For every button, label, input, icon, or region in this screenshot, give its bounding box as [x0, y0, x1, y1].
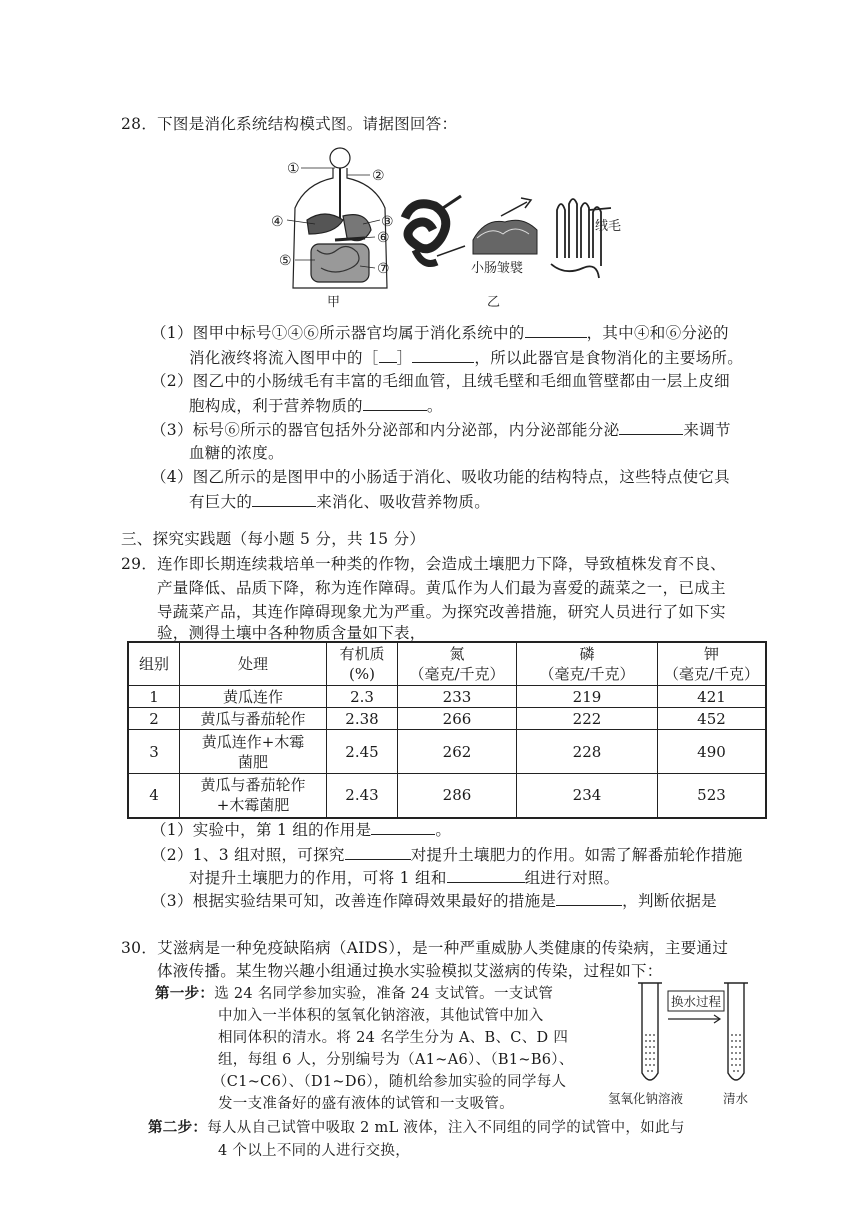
q29-sub1-text-a: （1）实验中，第 1 组的作用是	[151, 821, 372, 839]
q28-sub2-line1: （2）图乙中的小肠绒毛有丰富的毛细血管，且绒毛壁和毛细血管壁都由一层上皮细	[151, 372, 730, 390]
header-potassium-unit: （毫克/千克）	[663, 665, 760, 683]
q28-sub1-line1	[151, 321, 729, 344]
q28-sub1-text-e: ，所以此器官是食物消化的主要场所。	[474, 349, 744, 367]
answer-blank-2[interactable]	[412, 346, 474, 363]
cell-group: 1	[128, 686, 180, 708]
q28-sub1-text-b: ，其中④和⑥分泌的	[586, 324, 729, 342]
q29-sub1	[151, 818, 451, 841]
cell-nitrogen: 286	[398, 774, 517, 818]
cell-treatment	[180, 730, 327, 774]
table-row	[128, 730, 766, 774]
soil-data-table	[127, 641, 767, 819]
header-treatment: 处理	[180, 642, 327, 686]
q29-line2: 产量降低、品质下降，称为连作障碍。黄瓜作为人们最为喜爱的蔬菜之一，已成主	[157, 579, 726, 597]
header-potassium-name: 钾	[703, 645, 719, 663]
q30-step2-line1	[148, 1117, 685, 1139]
naoh-liquid-dots	[645, 1034, 655, 1072]
header-organic	[327, 642, 398, 686]
arrow-icon	[668, 1015, 720, 1023]
q28-sub4-line2	[189, 490, 490, 513]
cell-treatment: 黄瓜连作	[180, 686, 327, 708]
cell-phosphorus: 228	[517, 730, 658, 774]
q28-sub3-line1	[151, 418, 731, 441]
cell-potassium: 490	[658, 730, 767, 774]
answer-blank-9[interactable]	[556, 889, 622, 906]
cell-nitrogen: 233	[398, 686, 517, 708]
figure-yi-villi	[551, 199, 611, 278]
naoh-label: 氢氧化钠溶液	[608, 1091, 684, 1106]
q28-sub2-text-b: 胞构成，利于营养物质的	[189, 397, 363, 415]
test-tube-figure	[600, 975, 770, 1110]
q30-step1-line3: 相同体积的清水。将 24 名学生分为 A、B、C、D 四	[218, 1030, 569, 1046]
q30-step1-line2: 中加入一半体积的氢氧化钠溶液，其他试管中加入	[218, 1008, 544, 1024]
cell-nitrogen: 266	[398, 708, 517, 730]
cell-nitrogen: 262	[398, 730, 517, 774]
header-nitrogen	[398, 642, 517, 686]
cell-treatment-line2: 菌肥	[237, 752, 268, 771]
step2-label: 第二步：	[148, 1119, 208, 1136]
q28-title: 28．下图是消化系统结构模式图。请据图回答：	[121, 115, 458, 133]
step1-text-1: 选 24 名同学参加实验，准备 24 支试管。一支试管	[214, 986, 554, 1002]
label-7: ⑦	[377, 261, 390, 277]
header-nitrogen-unit: （毫克/千克）	[409, 665, 505, 683]
q29-sub2-text-a: （2）1、3 组对照，可探究	[151, 846, 345, 864]
q30-step1-line6: 发一支准备好的盛有液体的试管和一支吸管。	[218, 1096, 514, 1112]
q30-step1-line4: 组，每组 6 人，分别编号为（A1~A6）、（B1~B6）、	[218, 1052, 574, 1068]
q30-line2: 体液传播。某生物兴趣小组通过换水实验模拟艾滋病的传染，过程如下：	[157, 962, 663, 980]
q30-step1-line5: （C1~C6）、（D1~D6），随机给参加实验的同学每人	[212, 1074, 567, 1090]
figure-yi-fold	[437, 198, 537, 256]
cell-group: 3	[128, 730, 180, 774]
q30-step2-line2: 4 个以上不同的人进行交换，	[218, 1143, 411, 1159]
step2-text-1: 每人从自己试管中吸取 2 mL 液体，注入不同组的同学的试管中，如此与	[207, 1120, 685, 1136]
header-nitrogen-name: 氮	[449, 645, 465, 663]
fold-label: 小肠皱襞	[471, 261, 524, 276]
q29-sub3-text-b: ，判断依据是	[622, 892, 717, 910]
table-row	[128, 774, 766, 818]
q28-sub3-text-b: 来调节	[683, 421, 731, 439]
q28-sub3-line2: 血糖的浓度。	[189, 444, 284, 462]
q28-sub4-line1: （4）图乙所示的是图甲中的小肠适于消化、吸收功能的结构特点，这些特点使它具	[151, 468, 730, 486]
table-header-row	[128, 642, 766, 686]
cell-phosphorus: 219	[517, 686, 658, 708]
q29-sub2-text-d: 组进行对照。	[524, 869, 620, 887]
cell-potassium: 421	[658, 686, 767, 708]
cell-treatment-line1: 黄瓜与番茄轮作	[200, 776, 306, 795]
label-2: ②	[372, 168, 385, 184]
header-phosphorus-name: 磷	[579, 645, 595, 663]
q28-sub4-text-b: 有巨大的	[189, 493, 253, 511]
water-liquid-dots	[731, 1034, 741, 1072]
q29-sub2-text-c: 对提升土壤肥力的作用，可将 1 组和	[189, 869, 447, 887]
answer-blank-5[interactable]	[252, 490, 316, 507]
cell-potassium: 523	[658, 774, 767, 818]
cell-potassium: 452	[658, 708, 767, 730]
q30-step1-line1	[155, 983, 553, 1005]
cell-phosphorus: 222	[517, 708, 658, 730]
caption-yi: 乙	[487, 295, 501, 310]
villi-label: 绒毛	[595, 219, 622, 234]
q30-line1: 30．艾滋病是一种免疫缺陷病（AIDS），是一种严重威胁人类健康的传染病，主要通过	[121, 939, 729, 957]
q29-line1: 29．连作即长期连续栽培单一种类的作物，会造成土壤肥力下降，导致植株发育不良、	[121, 555, 726, 573]
q29-sub3	[151, 889, 717, 912]
figure-yi-intestine	[405, 196, 461, 264]
cell-group: 4	[128, 774, 180, 818]
cell-organic: 2.43	[327, 774, 398, 818]
caption-jia: 甲	[327, 295, 341, 310]
q29-sub3-text-a: （3）根据实验结果可知，改善连作障碍效果最好的措施是	[151, 892, 557, 910]
header-potassium	[658, 642, 767, 686]
answer-blank-8[interactable]	[447, 866, 525, 883]
q28-sub1-text-a: （1）图甲中标号①④⑥所示器官均属于消化系统中的	[151, 324, 525, 342]
q28-sub1-line2	[189, 346, 743, 369]
header-group: 组别	[128, 642, 180, 686]
q28-sub2-text-c: 。	[426, 397, 443, 415]
q28-sub1-text-d: ］	[396, 349, 413, 367]
step1-label: 第一步：	[155, 985, 215, 1002]
label-1: ①	[287, 161, 300, 177]
cell-treatment	[180, 774, 327, 818]
cell-organic: 2.45	[327, 730, 398, 774]
q29-sub2-text-b: 对提升土壤肥力的作用。如需了解番茄轮作措施	[410, 846, 743, 864]
label-5: ⑤	[279, 253, 292, 269]
q29-sub2-line2	[189, 866, 619, 889]
label-3: ③	[381, 214, 394, 230]
cell-treatment-line1: 黄瓜连作+木霉	[201, 732, 305, 751]
cell-treatment: 黄瓜与番茄轮作	[180, 708, 327, 730]
cell-organic: 2.3	[327, 686, 398, 708]
q29-sub1-text-b: 。	[435, 821, 452, 839]
label-4: ④	[271, 214, 284, 230]
answer-bracket-blank[interactable]	[379, 346, 397, 363]
cell-treatment-line2: +木霉菌肥	[216, 796, 290, 815]
q28-sub4-text-c: 来消化、吸收营养物质。	[316, 493, 491, 511]
q29-line3: 导蔬菜产品，其连作障碍现象尤为严重。为探究改善措施，研究人员进行了如下实	[157, 603, 726, 621]
digestive-system-figure	[265, 138, 625, 316]
q29-sub2-line1	[151, 843, 743, 866]
header-phosphorus-unit: （毫克/千克）	[539, 665, 635, 683]
q29-line4: 验，测得土壤中各种物质含量如下表，	[157, 624, 426, 642]
q28-sub2-line2	[189, 394, 443, 417]
table-row	[128, 686, 766, 708]
water-label: 清水	[723, 1091, 749, 1106]
answer-blank-4[interactable]	[619, 418, 683, 435]
cell-group: 2	[128, 708, 180, 730]
q28-sub3-text-a: （3）标号⑥所示的器官包括外分泌部和内分泌部，内分泌部能分泌	[151, 421, 620, 439]
label-6: ⑥	[377, 230, 390, 246]
process-label: 换水过程	[671, 994, 722, 1009]
header-organic-name: 有机质	[339, 645, 385, 663]
cell-organic: 2.38	[327, 708, 398, 730]
cell-phosphorus: 234	[517, 774, 658, 818]
header-phosphorus	[517, 642, 658, 686]
section-3-heading: 三、探究实践题（每小题 5 分，共 15 分）	[121, 530, 426, 548]
header-organic-unit: (%)	[349, 665, 375, 683]
table-row	[128, 708, 766, 730]
q28-sub1-text-c: 消化液终将流入图甲中的［	[189, 349, 379, 367]
answer-blank-7[interactable]	[345, 843, 411, 860]
answer-blank-6[interactable]	[371, 818, 435, 835]
answer-blank-3[interactable]	[363, 394, 427, 411]
answer-blank-1[interactable]	[525, 321, 587, 338]
